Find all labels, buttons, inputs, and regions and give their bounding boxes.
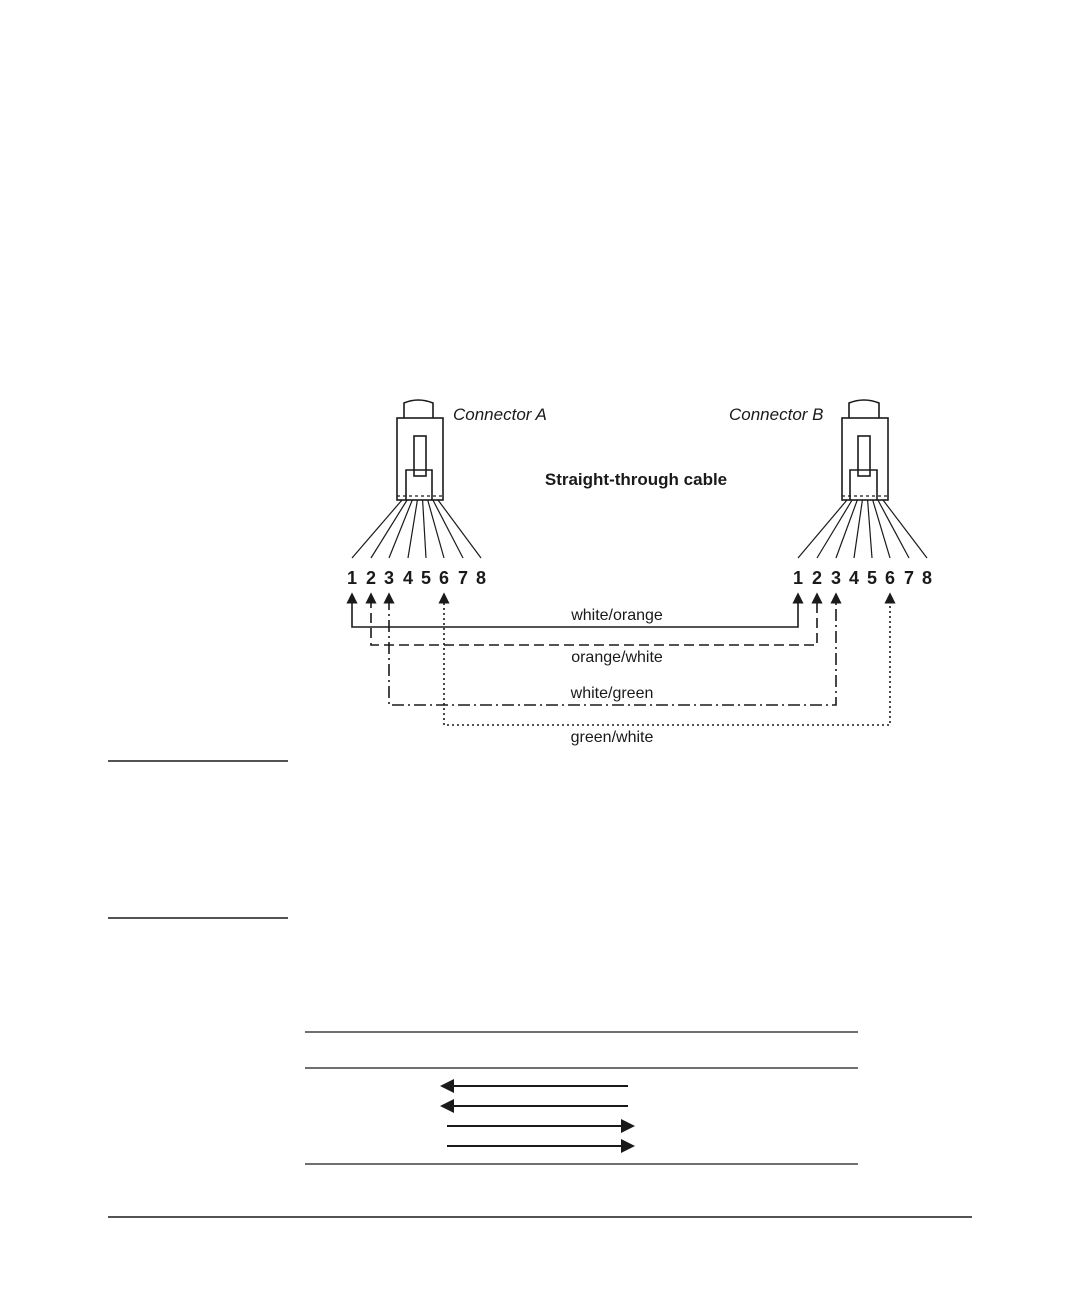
pin-a-6: 6 xyxy=(438,568,450,588)
pin-b-7: 7 xyxy=(903,568,915,588)
fanout-wire-b-5 xyxy=(868,500,872,558)
pin-a-3: 3 xyxy=(383,568,395,588)
wire-white-orange xyxy=(352,598,798,627)
fanout-wire-b-4 xyxy=(854,500,862,558)
connector-b-plug xyxy=(842,400,888,500)
connector-a-plug xyxy=(397,400,443,500)
fanout-wire-a-5 xyxy=(423,500,426,558)
connector-a-label: Connector A xyxy=(453,405,547,424)
pin-b-1: 1 xyxy=(792,568,804,588)
connector-a-pins xyxy=(347,568,486,588)
wire-label-white-orange: white/orange xyxy=(571,607,663,624)
wire-label-orange-white: orange/white xyxy=(571,649,663,666)
connector-b-fanout xyxy=(798,500,927,558)
fanout-wire-b-6 xyxy=(873,500,890,558)
fanout-wire-a-8 xyxy=(438,500,481,558)
pin-b-5: 5 xyxy=(866,568,878,588)
pin-a-2: 2 xyxy=(365,568,377,588)
connector-b-label: Connector B xyxy=(729,405,824,424)
pin-b-3: 3 xyxy=(830,568,842,588)
wire-label-green-white: green/white xyxy=(570,729,654,746)
pin-b-8: 8 xyxy=(921,568,933,588)
connector-b-pins xyxy=(793,568,932,588)
connector-a-fanout xyxy=(352,500,481,558)
pin-b-6: 6 xyxy=(884,568,896,588)
cable-title: Straight-through cable xyxy=(544,470,728,489)
pin-a-1: 1 xyxy=(346,568,358,588)
pin-b-4: 4 xyxy=(848,568,860,588)
pin-a-4: 4 xyxy=(402,568,414,588)
wire-green-white xyxy=(444,598,890,746)
wire-label-white-green: white/green xyxy=(570,685,654,702)
pin-a-8: 8 xyxy=(475,568,487,588)
pin-a-5: 5 xyxy=(420,568,432,588)
pin-b-2: 2 xyxy=(811,568,823,588)
signal-direction-table xyxy=(305,1032,858,1164)
pin-a-7: 7 xyxy=(457,568,469,588)
fanout-wire-a-7 xyxy=(433,500,463,558)
fanout-wire-a-6 xyxy=(428,500,444,558)
